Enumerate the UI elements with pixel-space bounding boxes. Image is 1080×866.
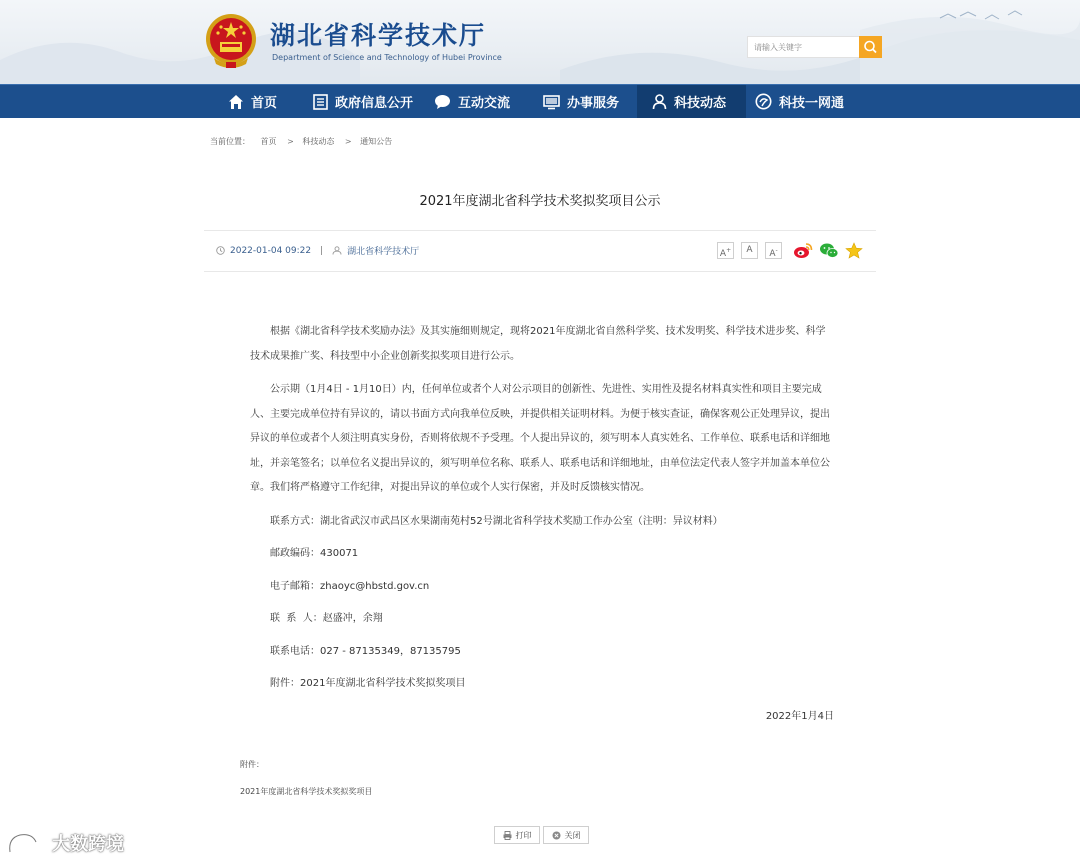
- breadcrumb-link-notices[interactable]: 通知公告: [360, 137, 393, 146]
- publish-date: 2022-01-04 09:22: [230, 245, 312, 256]
- attachment-link[interactable]: 2021年度湖北省科学技术奖拟奖项目: [240, 787, 373, 796]
- nav-item-label: 首页: [251, 96, 278, 111]
- breadcrumb: [210, 136, 394, 147]
- close-button[interactable]: [543, 826, 589, 844]
- watermark-text: 大数跨境: [52, 834, 124, 855]
- nav-item-services[interactable]: [543, 85, 619, 118]
- nav-item-label: 科技一网通: [779, 96, 845, 111]
- close-label: 关闭: [564, 830, 581, 840]
- font-decrease-button[interactable]: A-: [765, 242, 782, 259]
- clock-icon: [216, 246, 225, 255]
- weibo-icon[interactable]: [793, 242, 813, 259]
- globe-icon: [755, 93, 772, 110]
- watermark: [6, 830, 124, 856]
- nav-item-label: 办事服务: [567, 96, 620, 111]
- nav-item-home[interactable]: [228, 85, 277, 118]
- article-paragraph: 公示期（1月4日 - 1月10日）内，任何单位或者个人对公示项目的创新性、先进性、实用性及提名材料真实性和项目主要完成人、主要完成单位持有异议的，请以书面方式向我单位反映，并提供相关证明材料。为便于核实查证，确保客观公正处理异议，提出异议的单位或者个人须注明真实身份，否则将依规不予受理。个人提出异议的，须写明本人真实姓名、工作单位、联系电话和详细地址，并亲笔签名；以单位名义提出异议的，须写明单位名称、联系人、联系电话和详细地址，由单位法定代表人签字并加盖本单位公章。我们将严格遵守工作纪律，对提出异议的单位或个人实行保密，并及时反馈核实情况。: [250, 384, 830, 493]
- breadcrumb-link-tech-news[interactable]: 科技动态: [302, 137, 335, 146]
- wechat-icon[interactable]: [819, 242, 839, 259]
- printer-icon: [503, 831, 512, 840]
- print-button[interactable]: [494, 826, 540, 844]
- nav-item-gov-info[interactable]: [313, 85, 413, 118]
- meta-divider: |: [320, 245, 324, 256]
- nav-item-tech-portal[interactable]: [755, 85, 844, 118]
- article-source: 湖北省科学技术厅: [347, 247, 420, 257]
- user-icon: [652, 94, 667, 110]
- search-button[interactable]: [859, 36, 882, 58]
- favorite-star-icon[interactable]: [845, 242, 863, 259]
- watermark-logo-icon: [6, 830, 46, 856]
- breadcrumb-prefix: 当前位置：: [210, 137, 250, 146]
- home-icon: [228, 94, 244, 110]
- close-icon: [552, 831, 561, 840]
- article-content: [250, 320, 834, 737]
- breadcrumb-separator: >: [344, 137, 352, 146]
- chat-icon: [434, 94, 451, 110]
- national-emblem-icon: [204, 12, 258, 70]
- attachment-line: 附件：2021年度湖北省科学技术奖拟奖项目: [270, 678, 466, 689]
- font-increase-button[interactable]: A+: [717, 242, 734, 259]
- breadcrumb-link-home[interactable]: 首页: [260, 137, 277, 146]
- main-nav: [0, 84, 1080, 118]
- sign-date: 2022年1月4日: [765, 710, 834, 722]
- mountain-background: [0, 0, 1080, 84]
- article-meta: [216, 244, 419, 257]
- contact-address: 联系方式：湖北省武汉市武昌区水果湖南苑村52号湖北省科学技术奖励工作办公室（注明：异议材料）: [270, 515, 723, 527]
- search-icon: [859, 36, 882, 58]
- breadcrumb-separator: >: [287, 137, 294, 146]
- article-paragraph: 根据《湖北省科学技术奖励办法》及其实施细则规定，现将2021年度湖北省自然科学奖、技术发明奖、科学技术进步奖、科学技术成果推广奖、科技型中小企业创新奖拟奖项目进行公示。: [250, 326, 826, 362]
- postal-code: 邮政编码：430071: [270, 548, 359, 559]
- nav-item-interaction[interactable]: [434, 85, 510, 118]
- nav-item-tech-news[interactable]: [637, 85, 746, 118]
- font-default-button[interactable]: A: [741, 242, 758, 259]
- contact-person: 联 系 人：赵盛冲，余翔: [270, 613, 383, 624]
- nav-item-label: 互动交流: [458, 96, 511, 111]
- search-input[interactable]: [747, 36, 859, 58]
- contact-email: 电子邮箱：zhaoyc@hbstd.gov.cn: [270, 580, 430, 592]
- site-title: 湖北省科学技术厅: [270, 21, 487, 50]
- nav-item-label: 政府信息公开: [335, 96, 414, 111]
- source-icon: [332, 246, 342, 255]
- site-header: [0, 0, 1080, 84]
- attachment-label: 附件：: [240, 760, 264, 769]
- nav-item-label: 科技动态: [674, 96, 727, 111]
- article-meta-bar: [204, 230, 876, 272]
- article-title: 2021年度湖北省科学技术奖拟奖项目公示: [419, 194, 661, 209]
- monitor-icon: [543, 94, 560, 110]
- contact-phone: 联系电话：027 - 87135349，87135795: [270, 645, 461, 657]
- site-subtitle: Department of Science and Technology of Hubei Province: [272, 53, 502, 62]
- print-label: 打印: [515, 830, 532, 840]
- document-icon: [313, 94, 328, 110]
